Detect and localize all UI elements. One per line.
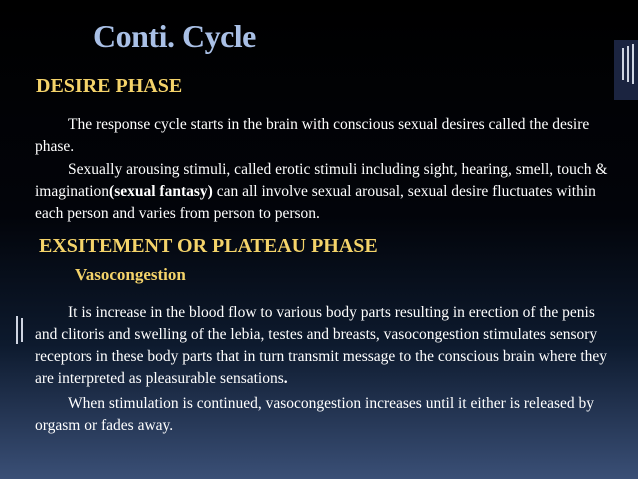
desire-paragraph-2-text: Sexually arousing stimuli, called erotic stimuli including sight, hearing, smell, touch & imagination [35, 161, 608, 200]
decorative-right-line [627, 46, 629, 82]
excitement-paragraph-2-text: When stimulation is continued, vasocongestion increases until it either is released by orgasm or fades away. [35, 395, 595, 434]
desire-phase-heading: DESIRE PHASE [36, 75, 183, 97]
decorative-right-line [632, 44, 634, 84]
sexual-fantasy-bold: (sexual fantasy) [109, 183, 213, 200]
decorative-right-line [622, 48, 624, 80]
decorative-left-line [16, 316, 18, 344]
slide-title: Conti. Cycle [93, 18, 256, 54]
excitement-paragraph-1 [35, 302, 620, 390]
excitement-paragraph-1-period: . [283, 370, 288, 387]
desire-paragraph-2-tail: can all involve sexual arousal, sexual desire fluctuates within each person and varies from person to person. [35, 183, 596, 222]
desire-paragraph-2 [35, 159, 620, 225]
excitement-paragraph-2 [35, 393, 620, 437]
vasocongestion-subheading: Vasocongestion [75, 265, 186, 284]
decorative-left-bar [0, 312, 30, 352]
decorative-right-bar [614, 40, 638, 100]
desire-paragraph-1-text: The response cycle starts in the brain with conscious sexual desires called the desire phase. [35, 116, 590, 155]
excitement-phase-heading: EXSITEMENT OR PLATEAU PHASE [39, 235, 378, 257]
desire-paragraph-1 [35, 114, 620, 158]
decorative-left-line [21, 318, 23, 342]
excitement-paragraph-1-text: It is increase in the blood flow to various body parts resulting in erection of the penis and clitoris and swelling of the lebia, testes and breasts, vasocongestion stimulates sensory receptors in these body parts that in turn transmit message to the conscious brain where they are interpreted as pleasurable sensations [35, 304, 608, 387]
